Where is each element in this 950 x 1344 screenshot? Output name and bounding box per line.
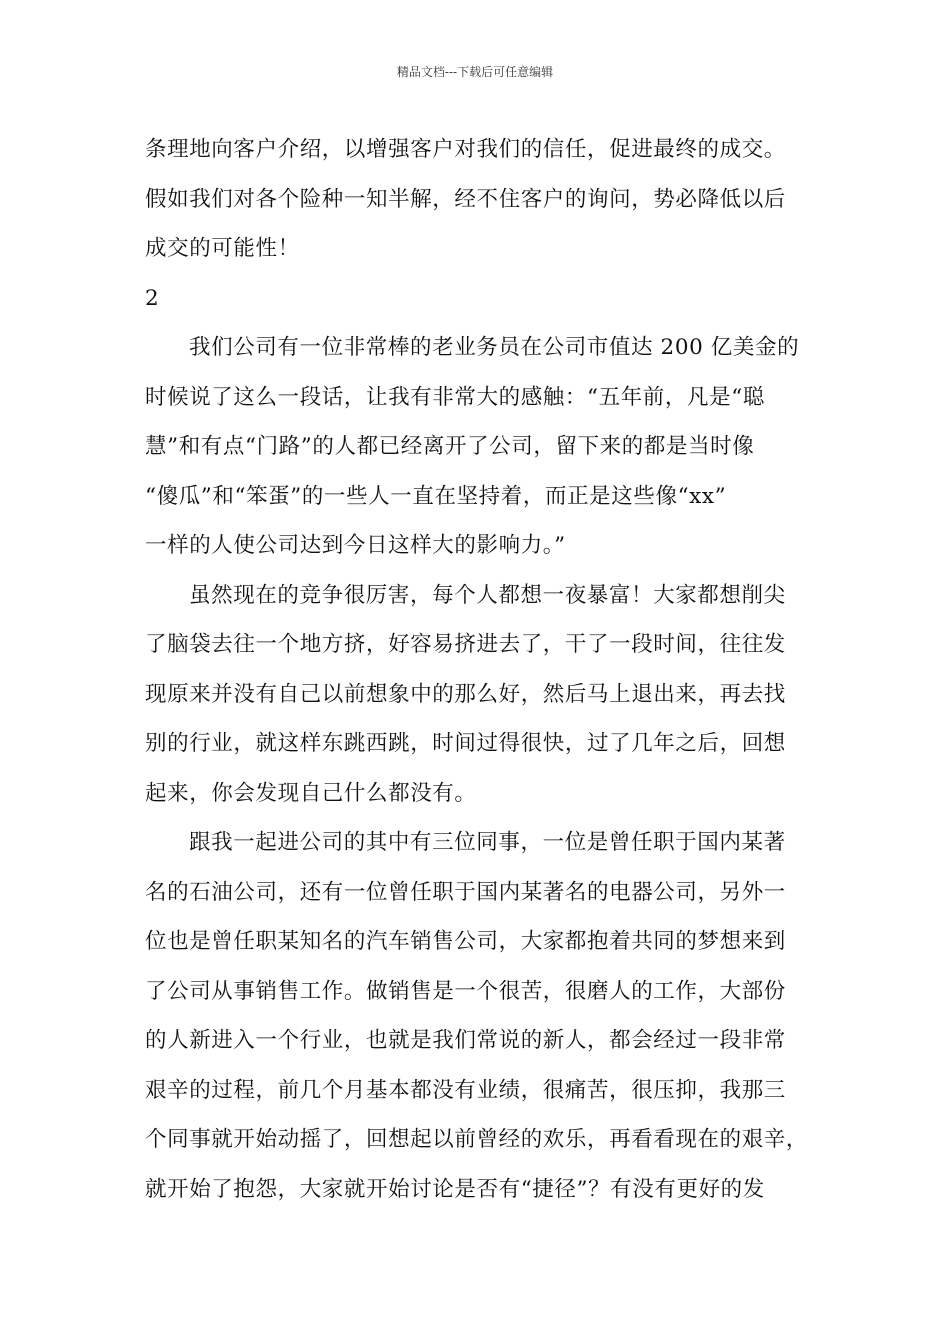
document-body: [145, 125, 835, 1214]
text-line: 位也是曾任职某知名的汽车销售公司，大家都抱着共同的梦想来到: [145, 929, 786, 954]
text-line: 个同事就开始动摇了，回想起以前曾经的欢乐，再看看现在的艰辛，: [145, 1127, 809, 1152]
text-line: 名的石油公司，还有一位曾任职于国内某著名的电器公司，另外一: [145, 879, 786, 905]
text-line: 就开始了抱怨，大家就开始讨论是否有“捷径”？有没有更好的发: [145, 1176, 765, 1202]
text-line: 别的行业，就这样东跳西跳，时间过得很快，过了几年之后，回想: [145, 731, 786, 756]
text-line: 成交的可能性！: [145, 236, 300, 261]
text-line: 条理地向客户介绍，以增强客户对我们的信任，促进最终的成交。: [145, 137, 786, 162]
text-line: 起来，你会发现自己什么都没有。: [145, 780, 477, 806]
text-line: 了脑袋去往一个地方挤，好容易挤进去了，干了一段时间，往往发: [145, 632, 786, 657]
text-line: “傻瓜”和“笨蛋”的一些人一直在坚持着，而正是这些像“xx”: [145, 483, 727, 509]
text-line: 了公司从事销售工作。做销售是一个很苦，很磨人的工作，大部份: [145, 978, 786, 1004]
text-line: 艰辛的过程，前几个月基本都没有业绩，很痛苦，很压抑，我那三: [145, 1077, 786, 1103]
section-number: 2: [145, 285, 160, 311]
text-line: 跟我一起进公司的其中有三位同事，一位是曾任职于国内某著: [189, 830, 786, 855]
text-line: 时候说了这么一段话，让我有非常大的感触：“五年前，凡是“聪: [145, 384, 765, 410]
text-line: 我们公司有一位非常棒的老业务员在公司市值达 200 亿美金的: [189, 335, 800, 360]
text-line: 假如我们对各个险种一知半解，经不住客户的询问，势必降低以后: [145, 186, 786, 212]
text-line: 慧”和有点“门路”的人都已经离开了公司，留下来的都是当时像: [145, 434, 755, 459]
text-line: 现原来并没有自己以前想象中的那么好，然后马上退出来，再去找: [145, 681, 786, 707]
text-line: 一样的人使公司达到今日这样大的影响力。”: [145, 533, 566, 558]
text-line: 虽然现在的竞争很厉害，每个人都想一夜暴富！大家都想削尖: [189, 582, 786, 608]
page-header: 精品文档---下载后可任意编辑: [396, 65, 554, 79]
text-line: 的人新进入一个行业，也就是我们常说的新人，都会经过一段非常: [145, 1028, 786, 1053]
